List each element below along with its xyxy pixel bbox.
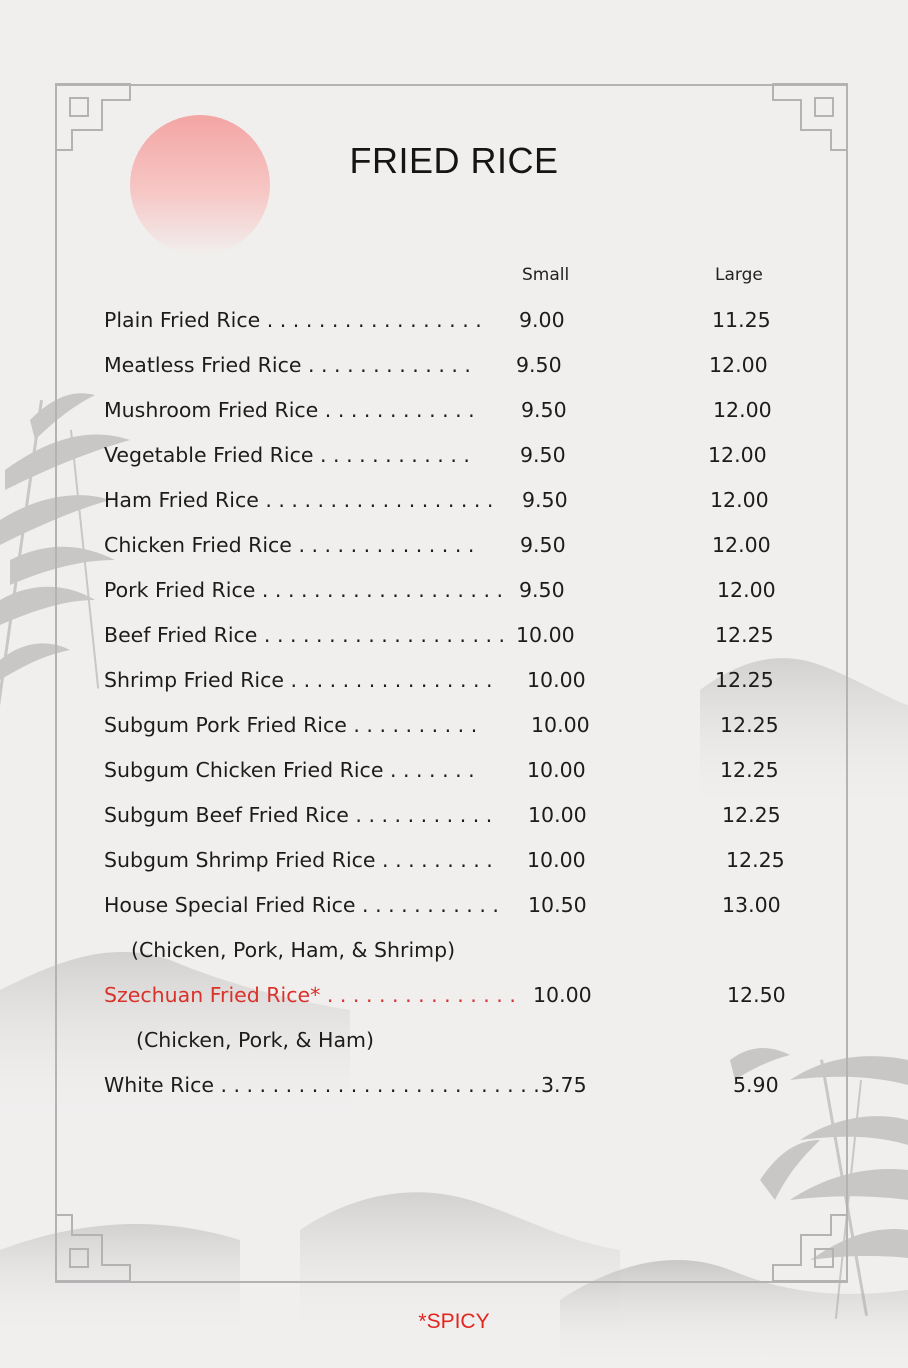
spicy-footnote: *SPICY: [418, 1310, 490, 1333]
page-title: FRIED RICE: [349, 140, 559, 181]
item-name: Subgum Chicken Fried Rice . . . . . . .: [104, 758, 475, 782]
price-large: 12.25: [722, 803, 781, 827]
item-note: (Chicken, Pork, Ham, & Shrimp): [131, 938, 456, 962]
price-small: 9.50: [516, 353, 562, 377]
item-name: Ham Fried Rice . . . . . . . . . . . . . . . . . .: [104, 488, 494, 512]
price-small: 10.00: [533, 983, 592, 1007]
price-small: 10.00: [527, 668, 586, 692]
price-small: 9.50: [520, 443, 566, 467]
price-small: 10.00: [527, 848, 586, 872]
price-small: 3.75: [541, 1073, 587, 1097]
price-small: 9.50: [520, 533, 566, 557]
item-name: Subgum Pork Fried Rice . . . . . . . . . .: [104, 713, 478, 737]
price-large: 12.25: [715, 623, 774, 647]
price-large: 12.25: [720, 758, 779, 782]
price-large: 12.00: [712, 533, 771, 557]
column-header-large: Large: [715, 265, 763, 285]
price-small: 9.50: [519, 578, 565, 602]
item-name: Meatless Fried Rice . . . . . . . . . . . . .: [104, 353, 471, 377]
price-small: 10.00: [528, 803, 587, 827]
price-large: 12.00: [708, 443, 767, 467]
price-large: 11.25: [712, 308, 771, 332]
item-name: Plain Fried Rice . . . . . . . . . . . . . . . . .: [104, 308, 482, 332]
item-name: Subgum Beef Fried Rice . . . . . . . . . . .: [104, 803, 493, 827]
item-name: Shrimp Fried Rice . . . . . . . . . . . . . . . .: [104, 668, 493, 692]
price-large: 12.25: [720, 713, 779, 737]
price-small: 10.00: [516, 623, 575, 647]
red-sun-decoration: [130, 115, 270, 255]
item-name: White Rice . . . . . . . . . . . . . . . . . . . . . . . . .: [104, 1073, 540, 1097]
item-name: Subgum Shrimp Fried Rice . . . . . . . . .: [104, 848, 493, 872]
price-large: 12.00: [717, 578, 776, 602]
price-small: 9.00: [519, 308, 565, 332]
price-small: 10.00: [531, 713, 590, 737]
price-small: 10.50: [528, 893, 587, 917]
item-name: Vegetable Fried Rice . . . . . . . . . . . .: [104, 443, 470, 467]
item-name: Mushroom Fried Rice . . . . . . . . . . . .: [104, 398, 475, 422]
price-small: 9.50: [522, 488, 568, 512]
price-large: 12.00: [710, 488, 769, 512]
item-name: Szechuan Fried Rice* . . . . . . . . . . . . . . .: [104, 983, 516, 1007]
column-header-small: Small: [522, 265, 570, 285]
price-small: 10.00: [527, 758, 586, 782]
price-large: 13.00: [722, 893, 781, 917]
price-large: 5.90: [733, 1073, 779, 1097]
price-small: 9.50: [521, 398, 567, 422]
price-large: 12.50: [727, 983, 786, 1007]
item-note: (Chicken, Pork, & Ham): [136, 1028, 375, 1052]
item-name: Beef Fried Rice . . . . . . . . . . . . . . . . . . .: [104, 623, 506, 647]
price-large: 12.00: [709, 353, 768, 377]
item-name: Chicken Fried Rice . . . . . . . . . . . . . .: [104, 533, 475, 557]
price-large: 12.00: [713, 398, 772, 422]
price-large: 12.25: [715, 668, 774, 692]
item-name: House Special Fried Rice . . . . . . . . . . .: [104, 893, 499, 917]
item-name: Pork Fried Rice . . . . . . . . . . . . . . . . . . .: [104, 578, 503, 602]
price-large: 12.25: [726, 848, 785, 872]
